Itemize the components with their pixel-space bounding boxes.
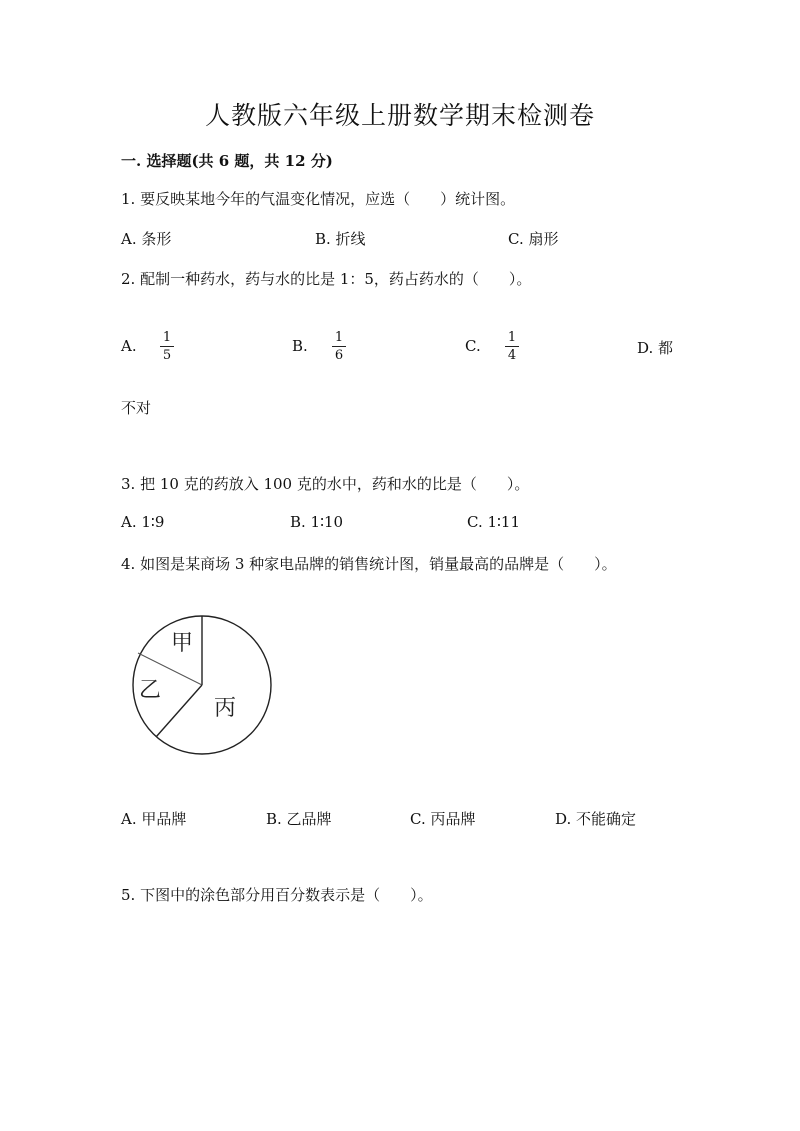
pie-label-yi: 乙 [138, 678, 162, 703]
q2-option-a-fraction [160, 331, 174, 362]
q2-option-b-label: B. [292, 337, 308, 355]
q2-option-d-label: D. 都 [637, 339, 674, 357]
pie-divider-yi-bing [156, 685, 202, 737]
q2-option-d-continued: 不对 [121, 399, 152, 417]
question-3: 3. 把 10 克的药放入 100 克的水中，药和水的比是（ ）。 [121, 475, 530, 493]
question-4: 4. 如图是某商场 3 种家电品牌的销售统计图，销量最高的品牌是（ ）。 [121, 555, 617, 573]
q1-option-c: C. 扇形 [508, 230, 559, 248]
pie-label-jia: 甲 [170, 631, 194, 656]
page-title: 人教版六年级上册数学期末检测卷 [204, 101, 595, 130]
fraction-bar [160, 346, 174, 347]
fraction-denominator: 6 [334, 348, 344, 363]
fraction-numerator: 1 [507, 330, 517, 345]
q4-option-c: C. 丙品牌 [410, 810, 476, 828]
fraction-bar [505, 346, 519, 347]
q3-option-b: B. 1∶10 [290, 513, 344, 531]
section-header: 一. 选择题(共 6 题，共 12 分) [121, 152, 333, 170]
question-2: 2. 配制一种药水，药与水的比是 1：5，药占药水的（ ）。 [121, 270, 532, 288]
fraction-denominator: 4 [507, 348, 517, 363]
fraction-denominator: 5 [162, 348, 172, 363]
q2-option-a-label: A. [121, 337, 137, 355]
q1-option-b: B. 折线 [315, 230, 366, 248]
q1-option-a: A. 条形 [121, 230, 172, 248]
fraction-numerator: 1 [334, 330, 344, 345]
fraction-numerator: 1 [162, 330, 172, 345]
q4-option-b: B. 乙品牌 [266, 810, 332, 828]
q2-option-c-fraction [505, 331, 519, 362]
question-1: 1. 要反映某地今年的气温变化情况，应选（ ）统计图。 [121, 190, 516, 208]
q2-option-b-fraction [332, 331, 346, 362]
q4-option-d: D. 不能确定 [555, 810, 637, 828]
q4-option-a: A. 甲品牌 [121, 810, 187, 828]
q4-pie-chart [120, 605, 280, 765]
question-5: 5. 下图中的涂色部分用百分数表示是（ ）。 [121, 886, 433, 904]
q3-option-a: A. 1∶9 [121, 513, 165, 531]
q3-option-c: C. 1∶11 [467, 513, 521, 531]
fraction-bar [332, 346, 346, 347]
q2-option-c-label: C. [465, 337, 481, 355]
pie-label-bing: 丙 [213, 696, 237, 721]
